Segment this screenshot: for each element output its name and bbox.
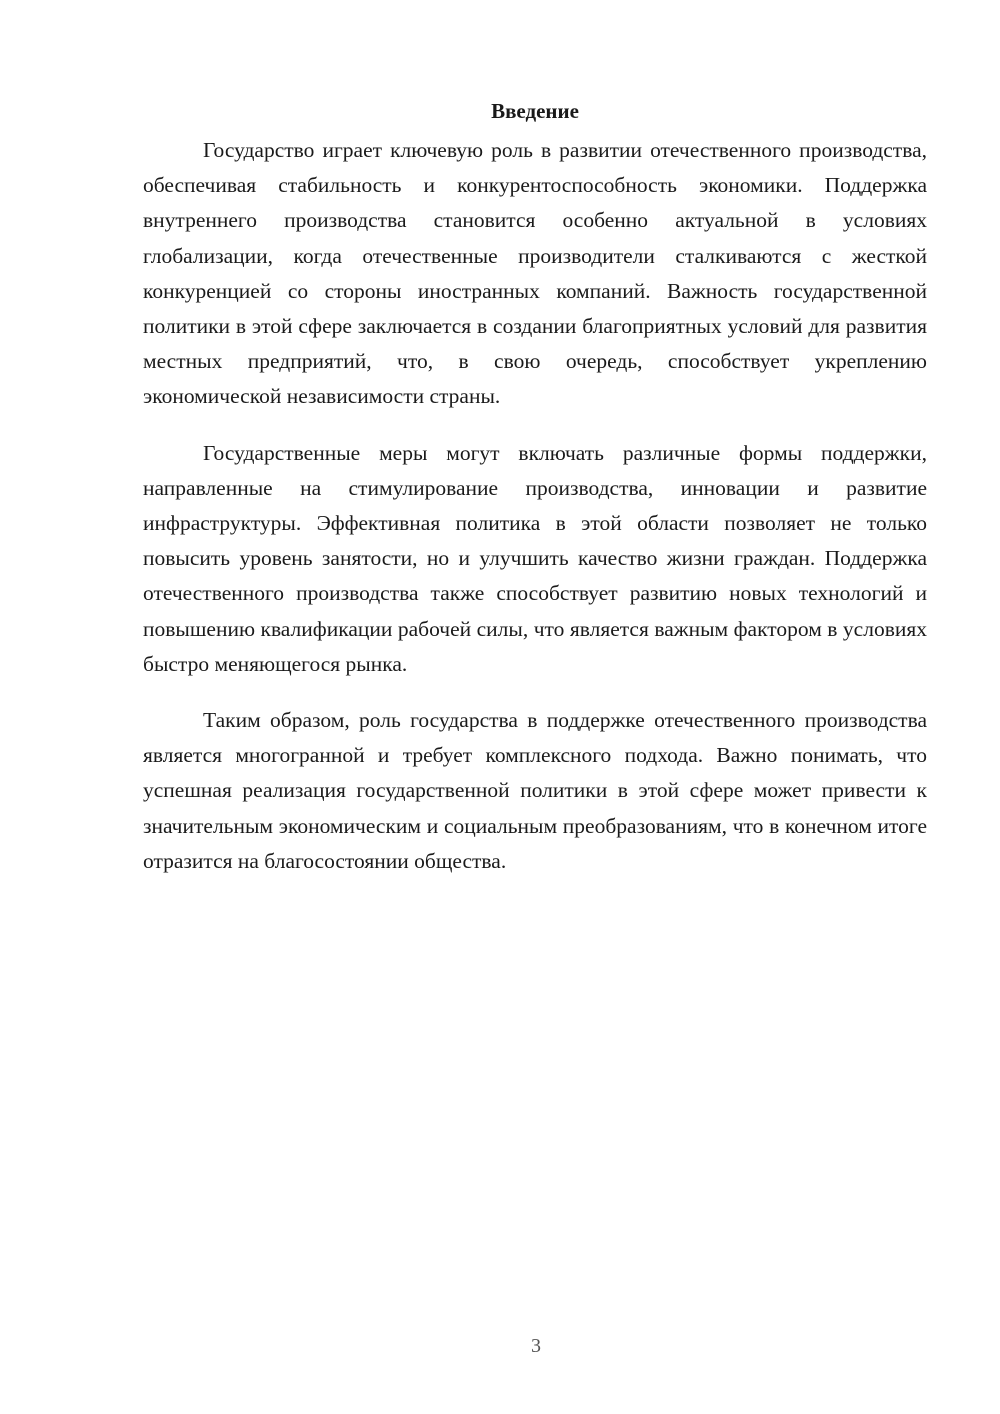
section-heading: Введение (491, 99, 579, 123)
paragraph-2: Государственные меры могут включать различные формы поддержки, направленные на стимулирование производства, инновации и развитие инфраструктуры. Эффективная политика в этой области позволяет не только повысить уровень занятости, но и улучшить качество жизни граждан. Поддержка отечественного производства также способствует развитию новых технологий и повышению квалификации рабочей силы, что является важным фактором в условиях быстро меняющегося рынка. (143, 440, 927, 676)
paragraph-1: Государство играет ключевую роль в развитии отечественного производства, обеспечивая стабильность и конкурентоспособность экономики. Поддержка внутреннего производства становится особенно актуальной в условиях глобализации, когда отечественные производители сталкиваются с жесткой конкуренцией со стороны иностранных компаний. Важность государственной политики в этой сфере заключается в создании благоприятных условий для развития местных предприятий, что, в свою очередь, способствует укреплению экономической независимости страны. (143, 138, 927, 409)
page-number: 3 (531, 1335, 541, 1357)
paragraph-3: Таким образом, роль государства в поддержке отечественного производства является многогранной и требует комплексного подхода. Важно понимать, что успешная реализация государственной политики в этой сфере может привести к значительным экономическим и социальным преобразованиям, что в конечном итоге отразится на благосостоянии общества. (143, 708, 927, 873)
page-content (143, 96, 927, 900)
